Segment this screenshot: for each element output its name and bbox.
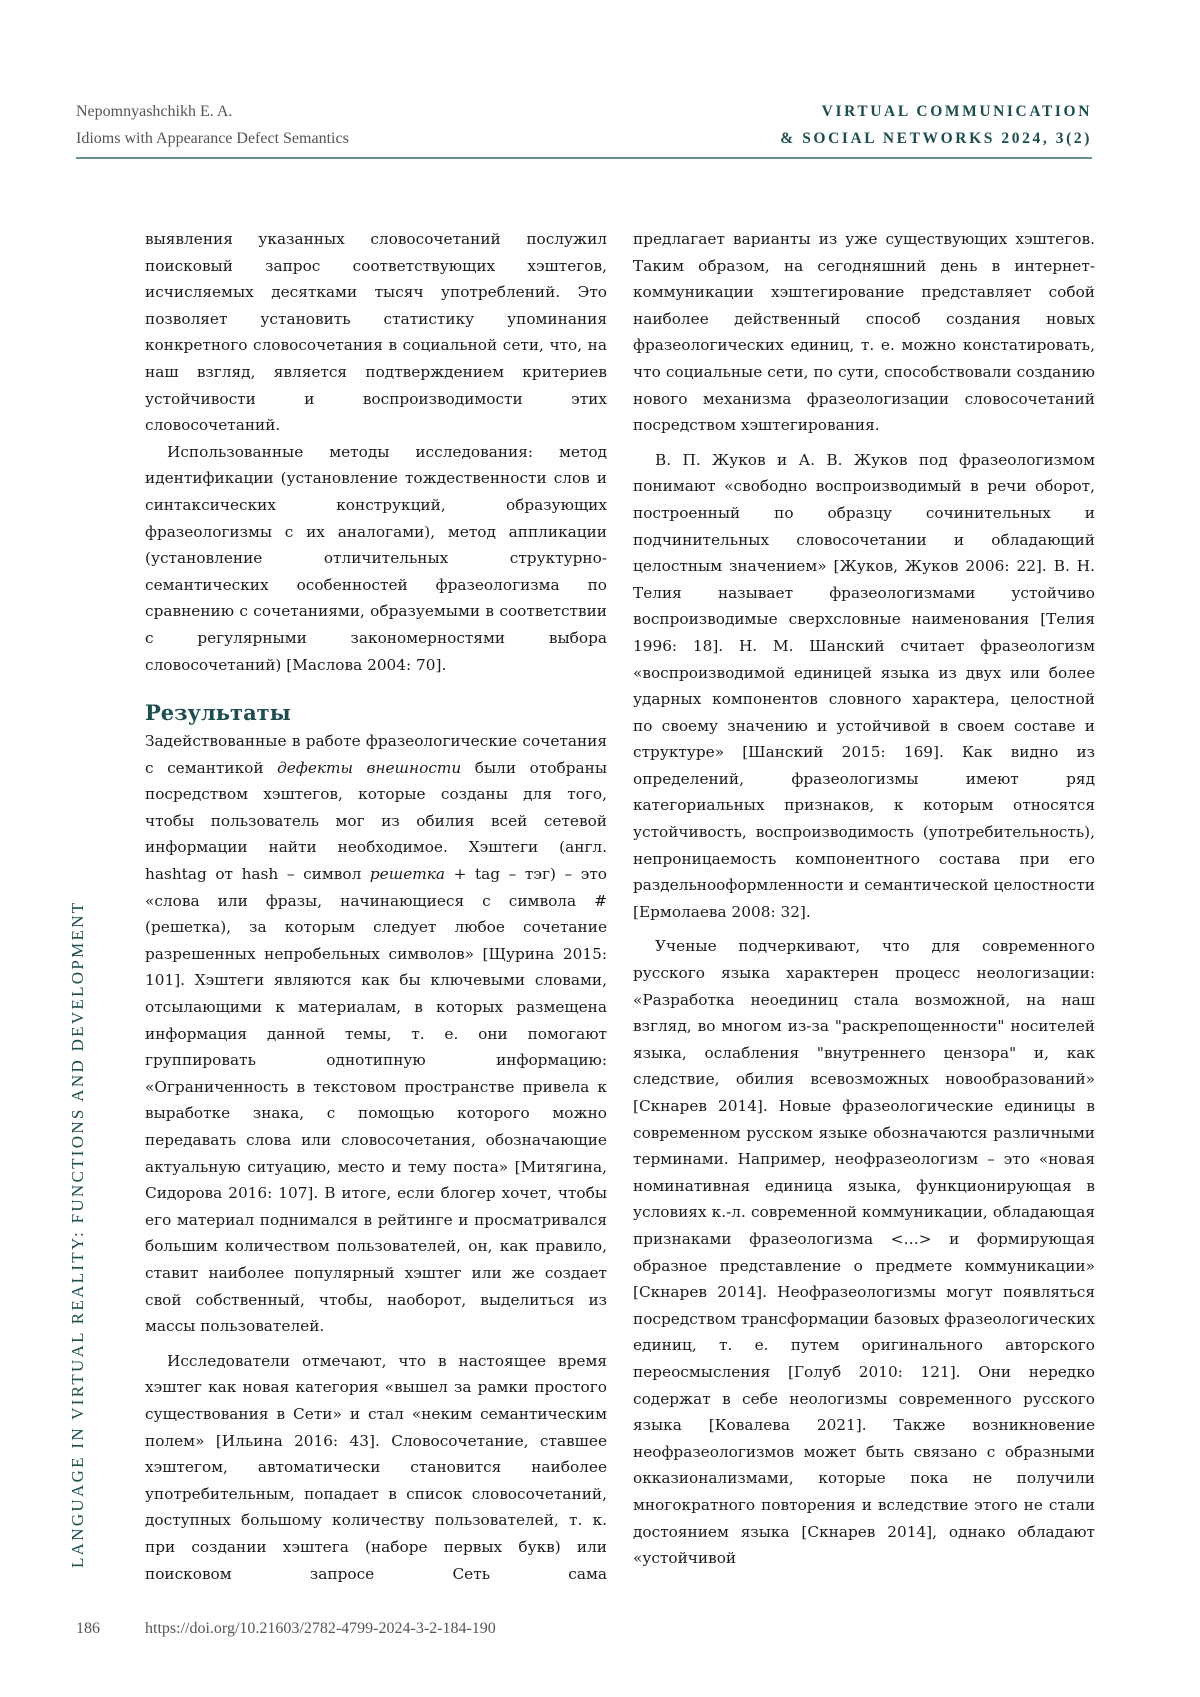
paragraph: [145, 728, 607, 1340]
paragraph: Ученые подчеркивают, что для современного русского языка характерен процесс неологизации: «Разработка неоединиц стала возможной, на наш взгляд, во многом из-за "раскрепощенности" носителей языка, ослабления "внутреннего цензора" и, как следствие, обилия всевозможных новообразований» [Скнарев 2014]. Новые фразеологические единицы в современном русском языке обозначаются различными терминами. Например, неофразеологизм – это «новая номинативная единица языка, функционирующая в условиях к.-л. современной коммуникации, обладающая признаками фразеологизма <…> и формирующая образное представление о предмете коммуникации» [Скнарев 2014]. Неофразеологизмы могут появляться посредством трансформации базовых фразеологических единиц, т. е. путем оригинального авторского переосмысления [Голуб 2010: 121]. Они нередко содержат в себе неологизмы современного русского языка [Ковалева 2021]. Также возникновение неофразеологизмов может быть связано с образными окказионализмами, которые пока не получили многократного повторения и вследствие этого не стали достоянием языка [Скнарев 2014], однако обладают «устойчивой: [633, 937, 1095, 1568]
header-article-title: Idioms with Appearance Defect Semantics: [76, 130, 349, 147]
section-heading-results: Результаты: [145, 700, 291, 726]
section-side-label: LANGUAGE IN VIRTUAL REALITY: FUNCTIONS AND DEVELOPMENT: [68, 900, 87, 1568]
paragraph: предлагает варианты из уже существующих хэштегов. Таким образом, на сегодняшний день в интернет-коммуникации хэштегирование представляет собой наиболее действенный способ создания новых фразеологических единиц, т. е. можно констатировать, что социальные сети, по сути, способствовали созданию нового механизма фразеологизации словосочетаний посредством хэштегирования.: [633, 230, 1095, 435]
paragraph: Исследователи отмечают, что в настоящее время хэштег как новая категория «вышел за рамки простого существования в Сети» и стал «неким семантическим полем» [Ильина 2016: 43]. Словосочетание, ставшее хэштегом, автоматически становится наиболее употребительным, попадает в список словосочетаний, доступных большому количеству пользователей, т. к. при создании хэштега (наборе первых букв) или поисковом запросе Сеть сама: [145, 1351, 607, 1583]
text-run: были отобраны посредством хэштегов, которые созданы для того, чтобы пользователь мог из обилия всей сетевой информации найти необходимое. Хэштеги (англ. hashtag от hash – символ: [145, 758, 608, 884]
text-run: + tag – тэг) – это «слова или фразы, начинающиеся с символа # (решетка), за которым следует любое сочетание разрешенных непробельных символов» [Щурина 2015: 101]. Хэштеги являются как бы ключевыми словами, отсылающими к материалам, в которых размещена информация данной темы, т. е. они помогают группировать однотипную информацию: «Ограниченность в текстовом пространстве привела к выработке знака, с помощью которого можно передавать слова или словосочетания, обозначающие актуальную ситуацию, место и тему поста» [Митягина, Сидорова 2016: 107]. В итоге, если блогер хочет, чтобы его материал поднимался в рейтинге и просматривался большим количеством пользователей, он, как правило, ставит наиболее популярный хэштег или же создает свой собственный, чтобы, наоборот, выделиться из массы пользователей.: [145, 865, 607, 1336]
paragraph: Использованные методы исследования: метод идентификации (установление тождественности слов и синтаксических конструкций, образующих фразеологизмы с их аналогами), метод аппликации (установление отличительных структурно-семантических особенностей фразеологизма по сравнению с сочетаниями, образуемыми в соответствии с регулярными закономерностями выбора словосочетаний) [Маслова 2004: 70].: [145, 442, 607, 674]
page-number: 186: [76, 1620, 100, 1637]
paragraph: В. П. Жуков и А. В. Жуков под фразеологизмом понимают «свободно воспроизводимый в речи оборот, построенный по образцу сочинительных и подчинительных словосочетании и обладающий целостным значением» [Жуков, Жуков 2006: 22]. В. Н. Телия называет фразеологизмами устойчиво воспроизводимые сверхсловные наименования [Телия 1996: 18]. Н. М. Шанский считает фразеологизм «воспроизводимой единицей языка из двух или более ударных компонентов словного характера, целостной по своему значению и устойчивой в своем составе и структуре» [Шанский 2015: 169]. Как видно из определений, фразеологизмы имеют ряд категориальных признаков, к которым относятся устойчивость, воспроизводимость (употребительность), непроницаемость компонентного состава при его раздельнооформленности и семантической целостности [Ермолаева 2008: 32].: [633, 450, 1095, 921]
paragraph: выявления указанных словосочетаний послужил поисковый запрос соответствующих хэштегов, исчисляемых десятками тысяч употреблений. Это позволяет установить статистику упоминания конкретного словосочетания в социальной сети, что, на наш взгляд, является подтверждением критериев устойчивости и воспроизводимости этих словосочетаний.: [145, 230, 607, 435]
left-column: [145, 226, 607, 1587]
doi-link[interactable]: https://doi.org/10.21603/2782-4799-2024-3-2-184-190: [145, 1620, 496, 1637]
header-author: Nepomnyashchikh E. A.: [76, 103, 233, 120]
journal-name-line2: & SOCIAL NETWORKS 2024, 3(2): [780, 130, 1092, 147]
right-column: [633, 226, 1095, 1572]
header-divider: [76, 157, 1092, 159]
italic-term: решетка: [369, 865, 446, 884]
journal-name-line1: VIRTUAL COMMUNICATION: [821, 103, 1092, 120]
italic-term: дефекты внешности: [277, 758, 462, 777]
text-run: Задействованные в работе фразеологические сочетания с семантикой: [145, 732, 607, 777]
running-header-right: [780, 98, 1092, 152]
running-header-left: [76, 98, 349, 152]
